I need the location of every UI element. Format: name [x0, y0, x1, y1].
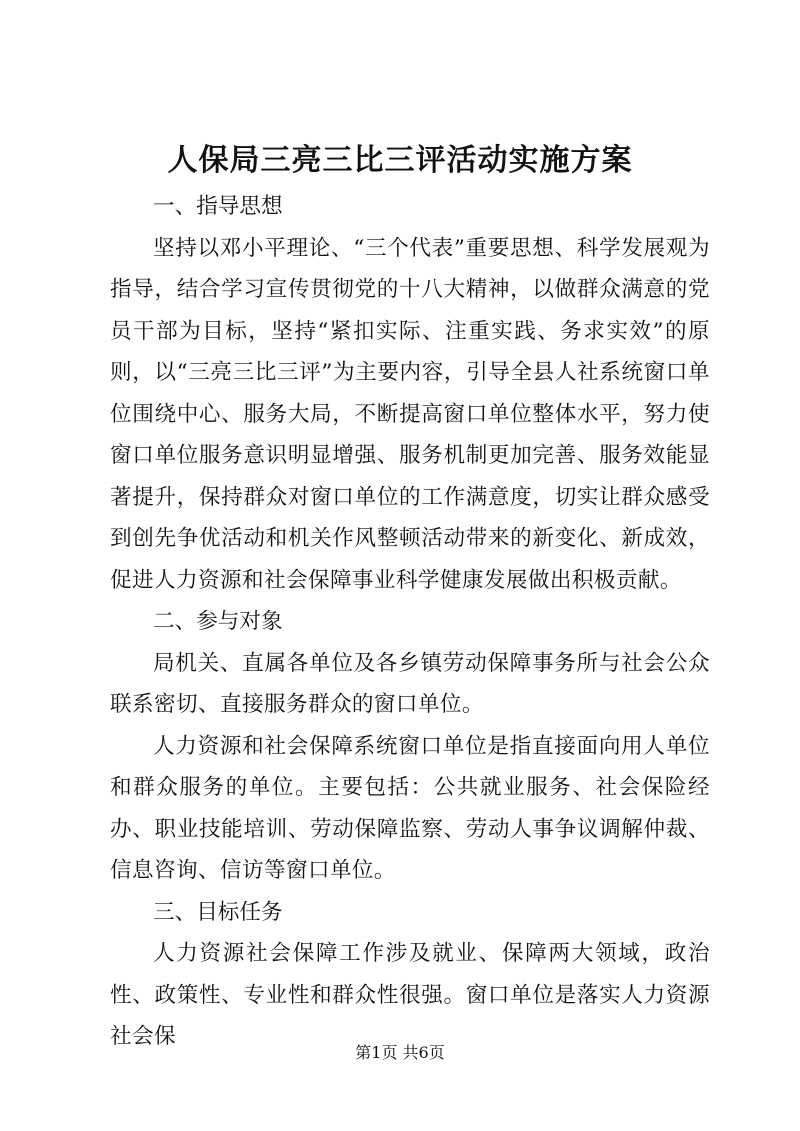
- paragraph-guiding-ideology: 坚持以邓小平理论、“三个代表”重要思想、科学发展观为指导，结合学习宣传贯彻党的十八大精神，以做群众满意的党员干部为目标，坚持“紧扣实际、注重实践、务求实效”的原则，以“三亮三比三评”为主要内容，引导全县人社系统窗口单位围绕中心、服务大局，不断提高窗口单位整体水平，努力使窗口单位服务意识明显增强、服务机制更加完善、服务效能显著提升，保持群众对窗口单位的工作满意度，切实让群众感受到创先争优活动和机关作风整顿活动带来的新变化、新成效，促进人力资源和社会保障事业科学健康发展做出积极贡献。: [110, 235, 710, 593]
- section-heading-participants: 二、参与对象: [153, 609, 283, 634]
- paragraph-window-units: 人力资源和社会保障系统窗口单位是指直接面向用人单位和群众服务的单位。主要包括：公共就业服务、社会保险经办、职业技能培训、劳动保障监察、劳动人事争议调解仲裁、信息咨询、信访等窗口单位。: [110, 733, 710, 883]
- section-heading-objectives: 三、目标任务: [153, 899, 283, 925]
- page-footer: 第1页 共6页: [355, 1043, 445, 1062]
- document-title: 人保局三亮三比三评活动实施方案: [167, 143, 633, 178]
- document-body: [110, 186, 710, 1058]
- paragraph-objectives: 人力资源社会保障工作涉及就业、保障两大领域，政治性、政策性、专业性和群众性很强。窗口单位是落实人力资源社会保: [110, 941, 710, 1049]
- paragraph-participants: 局机关、直属各单位及各乡镇劳动保障事务所与社会公众联系密切、直接服务群众的窗口单位。: [110, 650, 710, 717]
- section-heading-guiding-ideology: 一、指导思想: [153, 194, 283, 219]
